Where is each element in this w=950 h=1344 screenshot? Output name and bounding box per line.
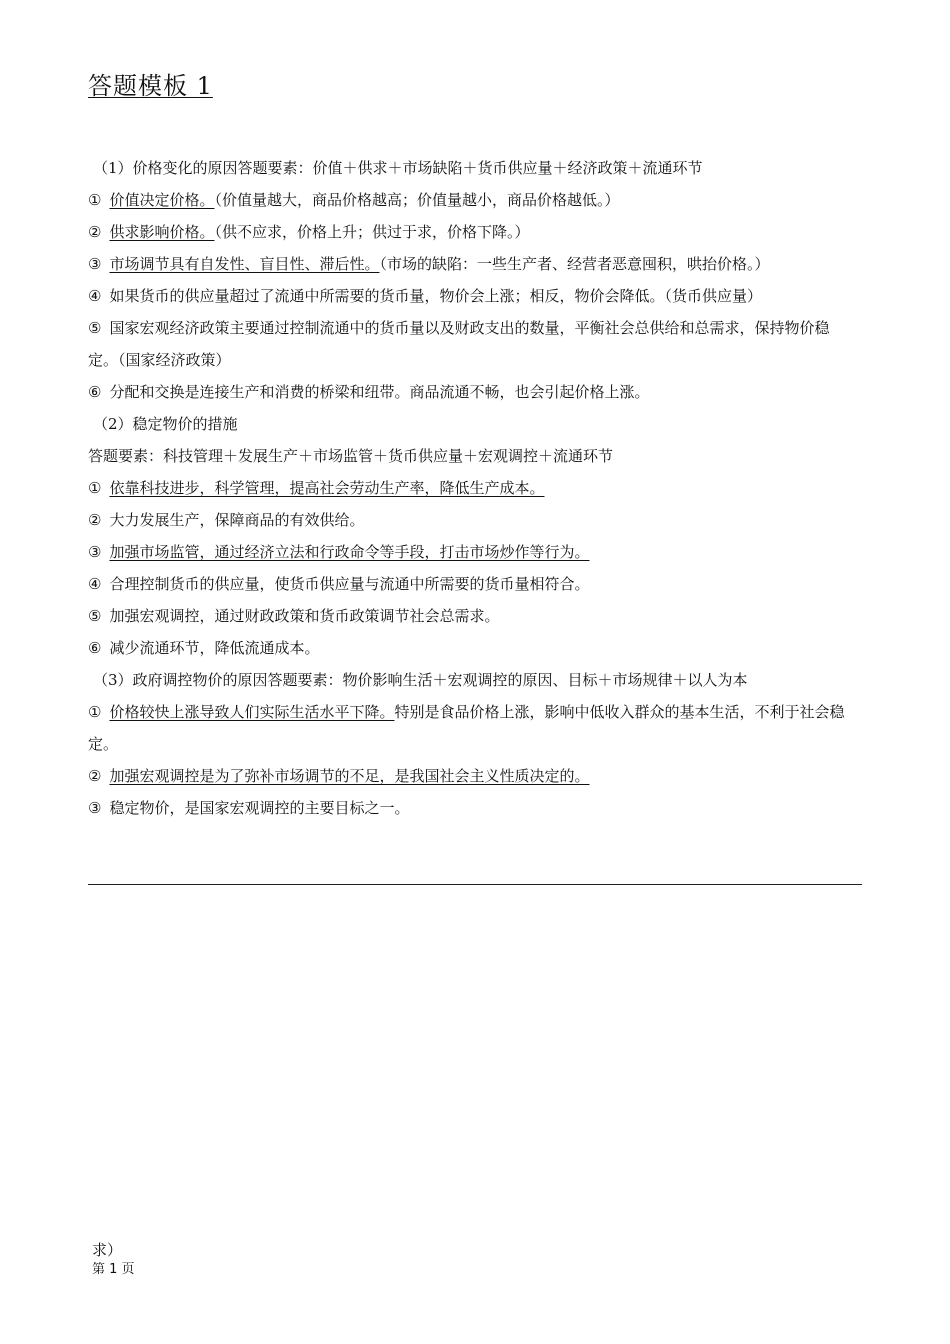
item-text: （市场的缺陷：一些生产者、经营者恶意囤积，哄抬价格。） [379, 255, 770, 273]
item-number: ③ [88, 255, 102, 273]
item-key-point: 供求影响价格。 [109, 223, 215, 241]
item-number: ① [88, 703, 102, 721]
item-text: 稳定物价，是国家宏观调控的主要目标之一。 [109, 799, 410, 817]
item-number: ⑥ [88, 639, 102, 657]
item-key-point: 市场调节具有自发性、盲目性、滞后性。 [109, 255, 380, 273]
item-number: ② [88, 511, 102, 529]
item-text: 国家宏观经济政策主要通过控制流通中的货币量以及财政支出的数量，平衡社会总供给和总需求，保持物价稳定。（国家经济政策） [88, 319, 830, 369]
list-item [88, 568, 848, 600]
list-item [88, 760, 848, 792]
list-item [88, 600, 848, 632]
item-number: ⑤ [88, 607, 102, 625]
list-item [88, 280, 848, 312]
section2-heading: （2）稳定物价的措施 [93, 415, 238, 433]
item-number: ④ [88, 287, 102, 305]
list-item [88, 504, 848, 536]
item-key-point: 价值决定价格。 [109, 191, 215, 209]
item-key-point: 价格较快上涨导致人们实际生活水平下降。 [109, 703, 395, 721]
item-text: 大力发展生产，保障商品的有效供给。 [109, 511, 365, 529]
page-number: 第 1 页 [92, 1262, 135, 1277]
document-body [88, 152, 848, 824]
list-item [88, 312, 848, 376]
stray-text: 求） [92, 1241, 123, 1259]
list-item [88, 472, 848, 504]
item-text: 特别是食品价格上涨，影响中低收入群众的基本生活，不利于社会稳定。 [88, 703, 845, 753]
section1-heading: （1）价格变化的原因答题要素：价值＋供求＋市场缺陷＋货币供应量＋经济政策＋流通环节 [93, 159, 703, 177]
item-number: ⑥ [88, 383, 102, 401]
item-number: ② [88, 223, 102, 241]
list-item [88, 184, 848, 216]
item-text: 合理控制货币的供应量，使货币供应量与流通中所需要的货币量相符合。 [109, 575, 590, 593]
item-key-point: 依靠科技进步，科学管理，提高社会劳动生产率，降低生产成本。 [109, 479, 545, 497]
item-text: （价值量越大，商品价格越高；价值量越小，商品价格越低。） [214, 191, 620, 209]
list-item [88, 696, 848, 760]
item-text: 加强宏观调控，通过财政政策和货币政策调节社会总需求。 [109, 607, 500, 625]
item-text: 如果货币的供应量超过了流通中所需要的货币量，物价会上涨；相反，物价会降低。（货币供应量） [109, 287, 762, 305]
list-item [88, 536, 848, 568]
list-item [88, 792, 848, 824]
item-key-point: 加强宏观调控是为了弥补市场调节的不足，是我国社会主义性质决定的。 [109, 767, 590, 785]
item-text: 减少流通环节，降低流通成本。 [109, 639, 320, 657]
section-divider [88, 884, 862, 885]
page-title: 答题模板 1 [88, 72, 213, 100]
item-number: ③ [88, 799, 102, 817]
section2-subheading: 答题要素：科技管理＋发展生产＋市场监管＋货币供应量＋宏观调控＋流通环节 [88, 447, 614, 465]
item-key-point: 加强市场监管，通过经济立法和行政命令等手段，打击市场炒作等行为。 [109, 543, 590, 561]
list-item [88, 248, 848, 280]
item-number: ② [88, 767, 102, 785]
section3-heading: （3）政府调控物价的原因答题要素：物价影响生活＋宏观调控的原因、目标＋市场规律＋以人为本 [93, 671, 748, 689]
item-text: 分配和交换是连接生产和消费的桥梁和纽带。商品流通不畅，也会引起价格上涨。 [109, 383, 650, 401]
list-item [88, 632, 848, 664]
item-number: ⑤ [88, 319, 102, 337]
item-number: ③ [88, 543, 102, 561]
item-number: ④ [88, 575, 102, 593]
item-text: （供不应求，价格上升；供过于求，价格下降。） [214, 223, 530, 241]
item-number: ① [88, 191, 102, 209]
list-item [88, 216, 848, 248]
list-item [88, 376, 848, 408]
item-number: ① [88, 479, 102, 497]
